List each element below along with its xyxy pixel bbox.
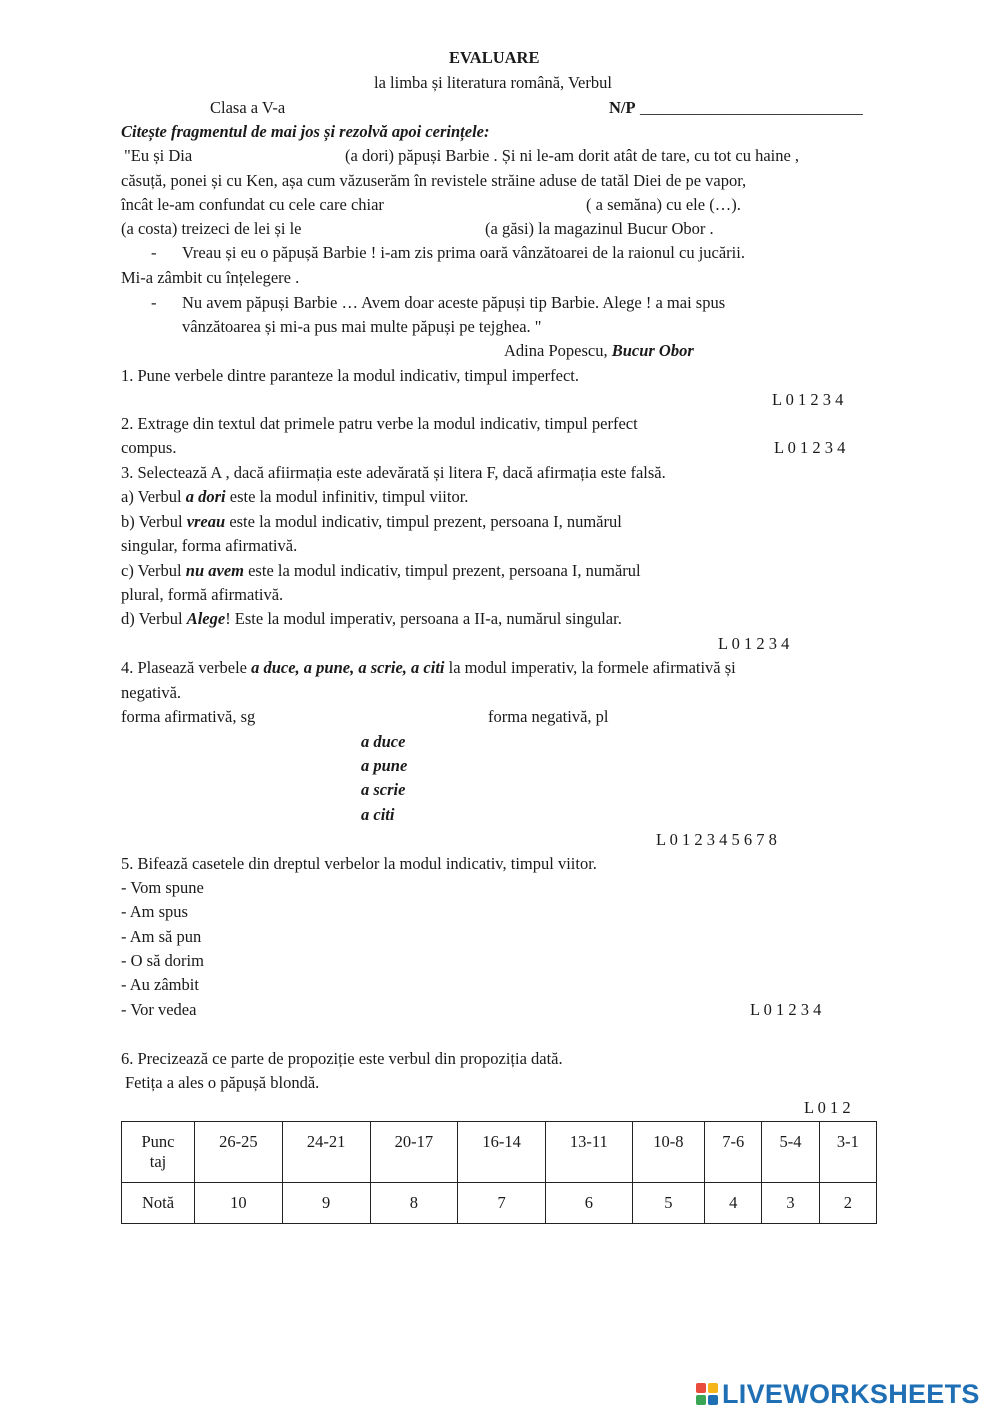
- q3-statement-d: d) Verbul Alege! Este la modul imperativ, persoana a II-a, numărul singular.: [121, 609, 622, 628]
- score-q3: L 0 1 2 3 4: [718, 634, 790, 653]
- passage-line8: vânzătoarea și mi-a pus mai multe păpuși pe tejghea. ": [182, 317, 542, 336]
- page-subtitle: la limba și literatura română, Verbul: [374, 73, 612, 92]
- option-vom-spune[interactable]: - Vom spune: [121, 878, 204, 897]
- table-cell: 24-21: [282, 1122, 370, 1183]
- question-1: 1. Pune verbele dintre paranteze la modul indicativ, timpul imperfect.: [121, 366, 580, 385]
- q3-statement-b-cont: singular, forma afirmativă.: [121, 536, 298, 555]
- table-cell: 2: [819, 1183, 876, 1224]
- score-q1: L 0 1 2 3 4: [772, 390, 844, 409]
- table-cell: 16-14: [458, 1122, 546, 1183]
- passage-line6: Mi-a zâmbit cu înțelegere .: [121, 268, 300, 287]
- score-q5: L 0 1 2 3 4: [750, 1000, 822, 1019]
- table-cell: 3-1: [819, 1122, 876, 1183]
- column-negative: forma negativă, pl: [488, 707, 609, 726]
- option-au-zambit[interactable]: - Au zâmbit: [121, 975, 199, 994]
- score-q2: L 0 1 2 3 4: [774, 438, 846, 457]
- passage-source: [504, 341, 694, 361]
- passage-line1-start: "Eu și Dia: [124, 146, 193, 165]
- instruction: Citește fragmentul de mai jos și rezolvă apoi cerințele:: [121, 122, 490, 141]
- question-2: 2. Extrage din textul dat primele patru verbe la modul indicativ, timpul perfect: [121, 414, 638, 433]
- table-cell: 6: [546, 1183, 633, 1224]
- q6-sentence: Fetița a ales o păpușă blondă.: [125, 1073, 320, 1092]
- passage-line5: Vreau și eu o păpușă Barbie ! i-am zis prima oară vânzătoarei de la raionul cu jucării.: [182, 243, 745, 262]
- question-4: 4. Plasează verbele a duce, a pune, a scrie, a citi la modul imperativ, la formele afirmativă și: [121, 658, 736, 677]
- dialogue-dash-2: -: [151, 293, 157, 312]
- score-q4: L 0 1 2 3 4 5 6 7 8: [656, 830, 777, 849]
- grading-table: [121, 1121, 877, 1224]
- table-cell: Punc taj: [122, 1122, 195, 1183]
- question-5: 5. Bifează casetele din dreptul verbelor la modul indicativ, timpul viitor.: [121, 854, 597, 873]
- table-cell: 7: [458, 1183, 546, 1224]
- option-am-spus[interactable]: - Am spus: [121, 902, 188, 921]
- passage-line2: căsuță, ponei și cu Ken, așa cum văzuserăm în revistele străine aduse de tatăl Diei de pe vapor,: [121, 171, 747, 190]
- option-am-sa-pun[interactable]: - Am să pun: [121, 927, 202, 946]
- table-cell: 3: [762, 1183, 819, 1224]
- passage-line4-start: (a costa) treizeci de lei și le: [121, 219, 302, 238]
- table-cell: 10-8: [632, 1122, 705, 1183]
- table-cell: 5: [632, 1183, 705, 1224]
- table-cell: 26-25: [195, 1122, 283, 1183]
- passage-line1-end: (a dori) păpuși Barbie . Și ni le-am dorit atât de tare, cu tot cu haine ,: [345, 146, 800, 165]
- verb-a-citi: a citi: [361, 805, 395, 824]
- q3-statement-b: b) Verbul vreau este la modul indicativ, timpul prezent, persoana I, numărul: [121, 512, 622, 531]
- table-cell: 4: [705, 1183, 762, 1224]
- table-cell: 7-6: [705, 1122, 762, 1183]
- logo-icon: [696, 1383, 718, 1405]
- work-title: Bucur Obor: [611, 341, 694, 360]
- verb-a-pune: a pune: [361, 756, 408, 775]
- passage-line3-end: ( a semăna) cu ele (…).: [586, 195, 741, 214]
- author-name: Adina Popescu,: [504, 341, 608, 360]
- table-cell: Notă: [122, 1183, 195, 1224]
- column-affirmative: forma afirmativă, sg: [121, 707, 256, 726]
- q3-statement-c: c) Verbul nu avem este la modul indicativ, timpul prezent, persoana I, numărul: [121, 561, 641, 580]
- name-label: N/P: [609, 98, 636, 117]
- table-cell: 20-17: [370, 1122, 458, 1183]
- option-o-sa-dorim[interactable]: - O să dorim: [121, 951, 204, 970]
- table-cell: 5-4: [762, 1122, 819, 1183]
- question-6: 6. Precizează ce parte de propoziție este verbul din propoziția dată.: [121, 1049, 563, 1068]
- verb-a-scrie: a scrie: [361, 780, 406, 799]
- table-row-points: [122, 1122, 877, 1183]
- table-row-grades: [122, 1183, 877, 1224]
- question-4-cont: negativă.: [121, 683, 182, 702]
- verb-a-duce: a duce: [361, 732, 406, 751]
- q3-statement-c-cont: plural, formă afirmativă.: [121, 585, 284, 604]
- table-cell: 9: [282, 1183, 370, 1224]
- passage-line3-start: încât le-am confundat cu cele care chiar: [121, 195, 384, 214]
- brand-name: LIVEWORKSHEETS: [722, 1378, 980, 1409]
- option-vor-vedea[interactable]: - Vor vedea: [121, 1000, 197, 1019]
- passage-line7: Nu avem păpuși Barbie … Avem doar aceste păpuși tip Barbie. Alege ! a mai spus: [182, 293, 726, 312]
- dialogue-dash-1: -: [151, 243, 157, 262]
- question-3: 3. Selectează A , dacă afiirmația este adevărată și litera F, dacă afirmația este falsă.: [121, 463, 666, 482]
- class-label: Clasa a V-a: [210, 98, 286, 117]
- table-cell: 8: [370, 1183, 458, 1224]
- page-title: EVALUARE: [449, 48, 540, 67]
- question-2-cont: compus.: [121, 438, 177, 457]
- score-q6: L 0 1 2: [804, 1098, 851, 1117]
- table-cell: 10: [195, 1183, 283, 1224]
- table-cell: 13-11: [546, 1122, 633, 1183]
- name-field[interactable]: ___________________________: [640, 98, 863, 117]
- q3-statement-a: a) Verbul a dori este la modul infinitiv, timpul viitor.: [121, 487, 469, 506]
- passage-line4-end: (a găsi) la magazinul Bucur Obor .: [485, 219, 714, 238]
- liveworksheets-logo: [696, 1378, 980, 1409]
